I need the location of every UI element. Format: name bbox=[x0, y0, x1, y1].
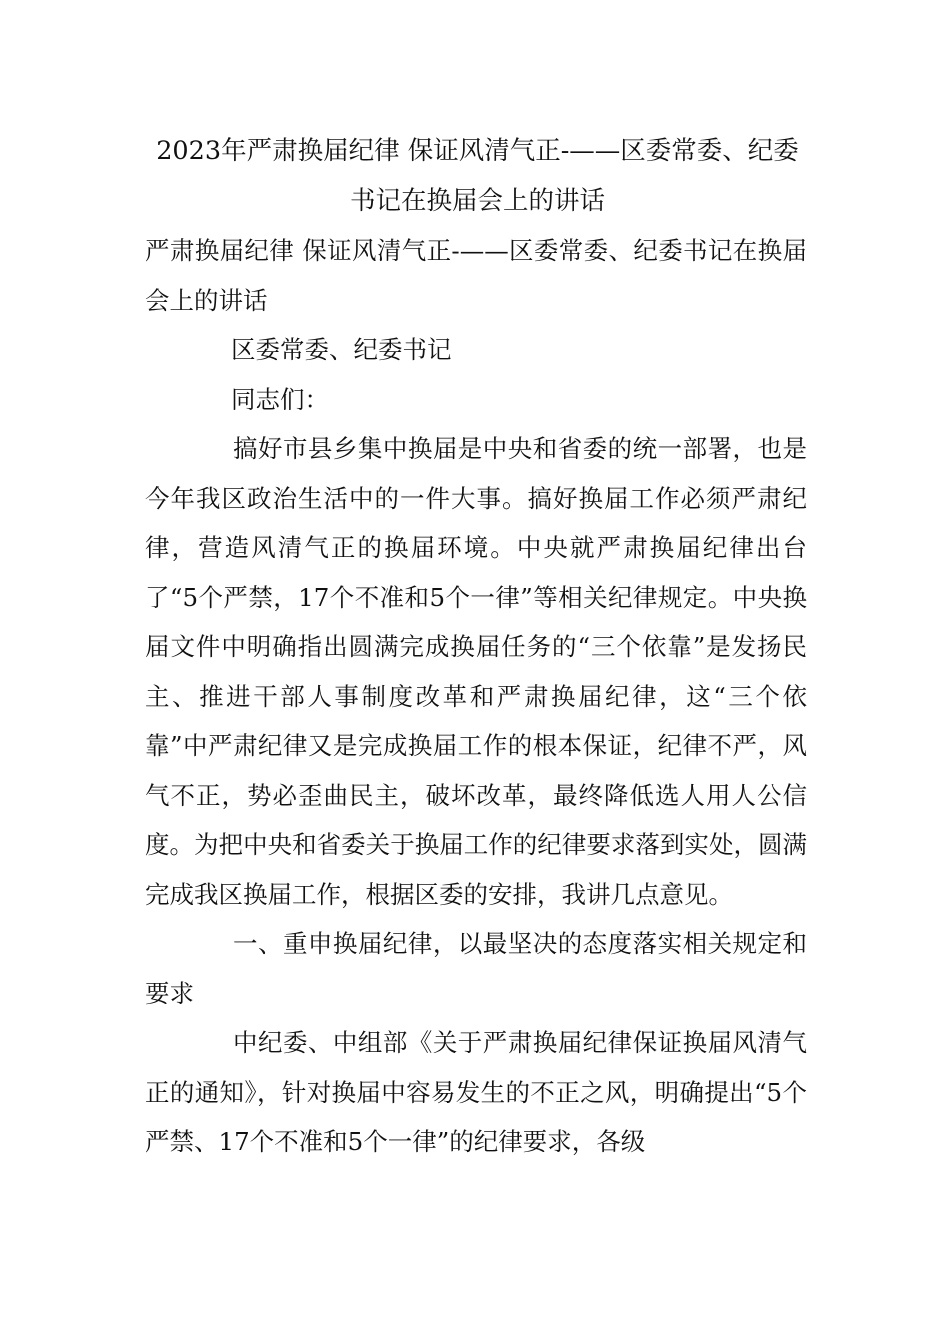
paragraph-section-1: 中纪委、中组部《关于严肃换届纪律保证换届风清气正的通知》，针对换届中容易发生的不正之风，明确提出“5个严禁、17个不准和5个一律”的纪律要求，各级 bbox=[145, 1028, 807, 1156]
document-subtitle: 严肃换届纪律 保证风清气正-——区委常委、纪委书记在换届会上的讲话 bbox=[145, 236, 807, 315]
speaker-line: 区委常委、纪委书记 bbox=[231, 335, 452, 364]
section-heading-1: 一、重申换届纪律，以最坚决的态度落实相关规定和要求 bbox=[145, 929, 807, 1008]
document-body bbox=[145, 226, 807, 1167]
document-title: 2023年严肃换届纪律 保证风清气正-——区委常委、纪委书记在换届会上的讲话 bbox=[156, 136, 799, 216]
paragraph-intro: 搞好市县乡集中换届是中央和省委的统一部署，也是今年我区政治生活中的一件大事。搞好换届工作必须严肃纪律，营造风清气正的换届环境。中央就严肃换届纪律出台了“5个严禁，17个不准和5个一律”等相关纪律规定。中央换届文件中明确指出圆满完成换届任务的“三个依靠”是发扬民主、推进干部人事制度改革和严肃换届纪律，这“三个依靠”中严肃纪律又是完成换届工作的根本保证，纪律不严，风气不正，势必歪曲民主，破坏改革，最终降低选人用人公信度。为把中央和省委关于换届工作的纪律要求落到实处，圆满完成我区换届工作，根据区委的安排，我讲几点意见。 bbox=[145, 434, 807, 909]
salutation: 同志们： bbox=[231, 384, 329, 414]
